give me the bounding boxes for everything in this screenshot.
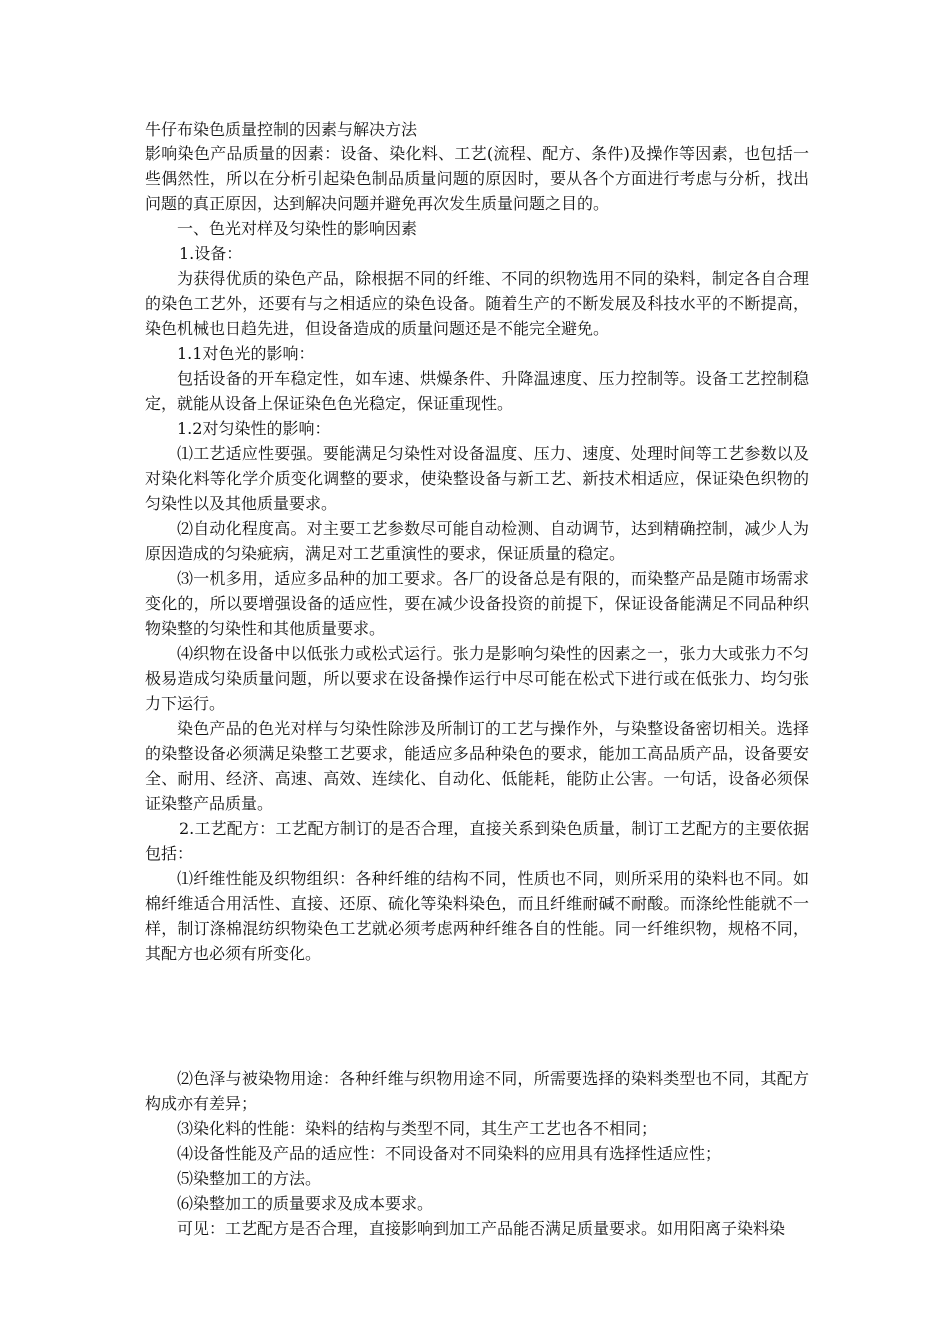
paragraph-equipment: 为获得优质的染色产品，除根据不同的纤维、不同的织物选用不同的染料，制定各自合理的染色工艺外，还要有与之相适应的染色设备。随着生产的不断发展及科技水平的不断提高，染色机械也日趋先进，但设备造成的质量问题还是不能完全避免。 xyxy=(145,269,809,338)
document-title: 牛仔布染色质量控制的因素与解决方法 xyxy=(145,120,418,139)
list-item-2: ⑵自动化程度高。对主要工艺参数尽可能自动检测、自动调节，达到精确控制，减少人为原因造成的匀染疵病，满足对工艺重演性的要求，保证质量的稳定。 xyxy=(145,519,809,563)
subsection-process-recipe: 2.工艺配方：工艺配方制订的是否合理，直接关系到染色质量，制订工艺配方的主要依据包括： xyxy=(145,819,809,863)
list-item-1: ⑴工艺适应性要强。要能满足匀染性对设备温度、压力、速度、处理时间等工艺参数以及对染化料等化学介质变化调整的要求，使染整设备与新工艺、新技术相适应，保证染色织物的匀染性以及其他质量要求。 xyxy=(145,444,809,513)
recipe-item-6: ⑹染整加工的质量要求及成本要求。 xyxy=(177,1194,434,1213)
recipe-item-1: ⑴纤维性能及织物组织：各种纤维的结构不同，性质也不同，则所采用的染料也不同。如棉纤维适合用活性、直接、还原、硫化等染料染色，而且纤维耐碱不耐酸。而涤纶性能就不一样，制订涤棉混纺织物染色工艺就必须考虑两种纤维各自的性能。同一纤维织物，规格不同，其配方也必须有所变化。 xyxy=(145,869,809,963)
list-item-4: ⑷织物在设备中以低张力或松式运行。张力是影响匀染性的因素之一，张力大或张力不匀极易造成匀染质量问题，所以要求在设备操作运行中尽可能在松式下进行或在低张力、均匀张力下运行。 xyxy=(145,644,809,713)
recipe-item-4: ⑷设备性能及产品的适应性：不同设备对不同染料的应用具有选择性适应性； xyxy=(177,1144,722,1163)
paragraph-summary: 染色产品的色光对样与匀染性除涉及所制订的工艺与操作外，与染整设备密切相关。选择的染整设备必须满足染整工艺要求，能适应多品种染色的要求，能加工高品质产品，设备要安全、耐用、经济、高速、高效、连续化、自动化、低能耗，能防止公害。一句话，设备必须保证染整产品质量。 xyxy=(145,719,809,813)
list-item-3: ⑶一机多用，适应多品种的加工要求。各厂的设备总是有限的，而染整产品是随市场需求变化的，所以要增强设备的适应性，要在减少设备投资的前提下，保证设备能满足不同品种织物染整的匀染性和其他质量要求。 xyxy=(145,569,809,638)
subsection-1-1: 1.1对色光的影响： xyxy=(177,344,315,363)
page-gap xyxy=(145,966,809,1066)
section-heading-1: 一、色光对样及匀染性的影响因素 xyxy=(177,219,418,238)
intro-paragraph: 影响染色产品质量的因素：设备、染化料、工艺(流程、配方、条件)及操作等因素，也包括一些偶然性，所以在分析引起染色制品质量问题的原因时，要从各个方面进行考虑与分析，找出问题的真正原因，达到解决问题并避免再次发生质量问题之目的。 xyxy=(145,144,809,213)
paragraph-1-1: 包括设备的开车稳定性，如车速、烘燥条件、升降温速度、压力控制等。设备工艺控制稳定，就能从设备上保证染色色光稳定，保证重现性。 xyxy=(145,369,809,413)
recipe-item-5: ⑸染整加工的方法。 xyxy=(177,1169,322,1188)
document-page xyxy=(145,118,809,1241)
subsection-1-2: 1.2对匀染性的影响： xyxy=(177,419,331,438)
recipe-item-2: ⑵色泽与被染物用途：各种纤维与织物用途不同，所需要选择的染料类型也不同，其配方构成亦有差异； xyxy=(145,1069,809,1113)
recipe-item-3: ⑶染化料的性能：染料的结构与类型不同，其生产工艺也各不相同； xyxy=(177,1119,658,1138)
conclusion-paragraph: 可见：工艺配方是否合理，直接影响到加工产品能否满足质量要求。如用阳离子染料染 xyxy=(177,1219,786,1238)
subsection-equipment: 1.设备： xyxy=(179,244,243,263)
